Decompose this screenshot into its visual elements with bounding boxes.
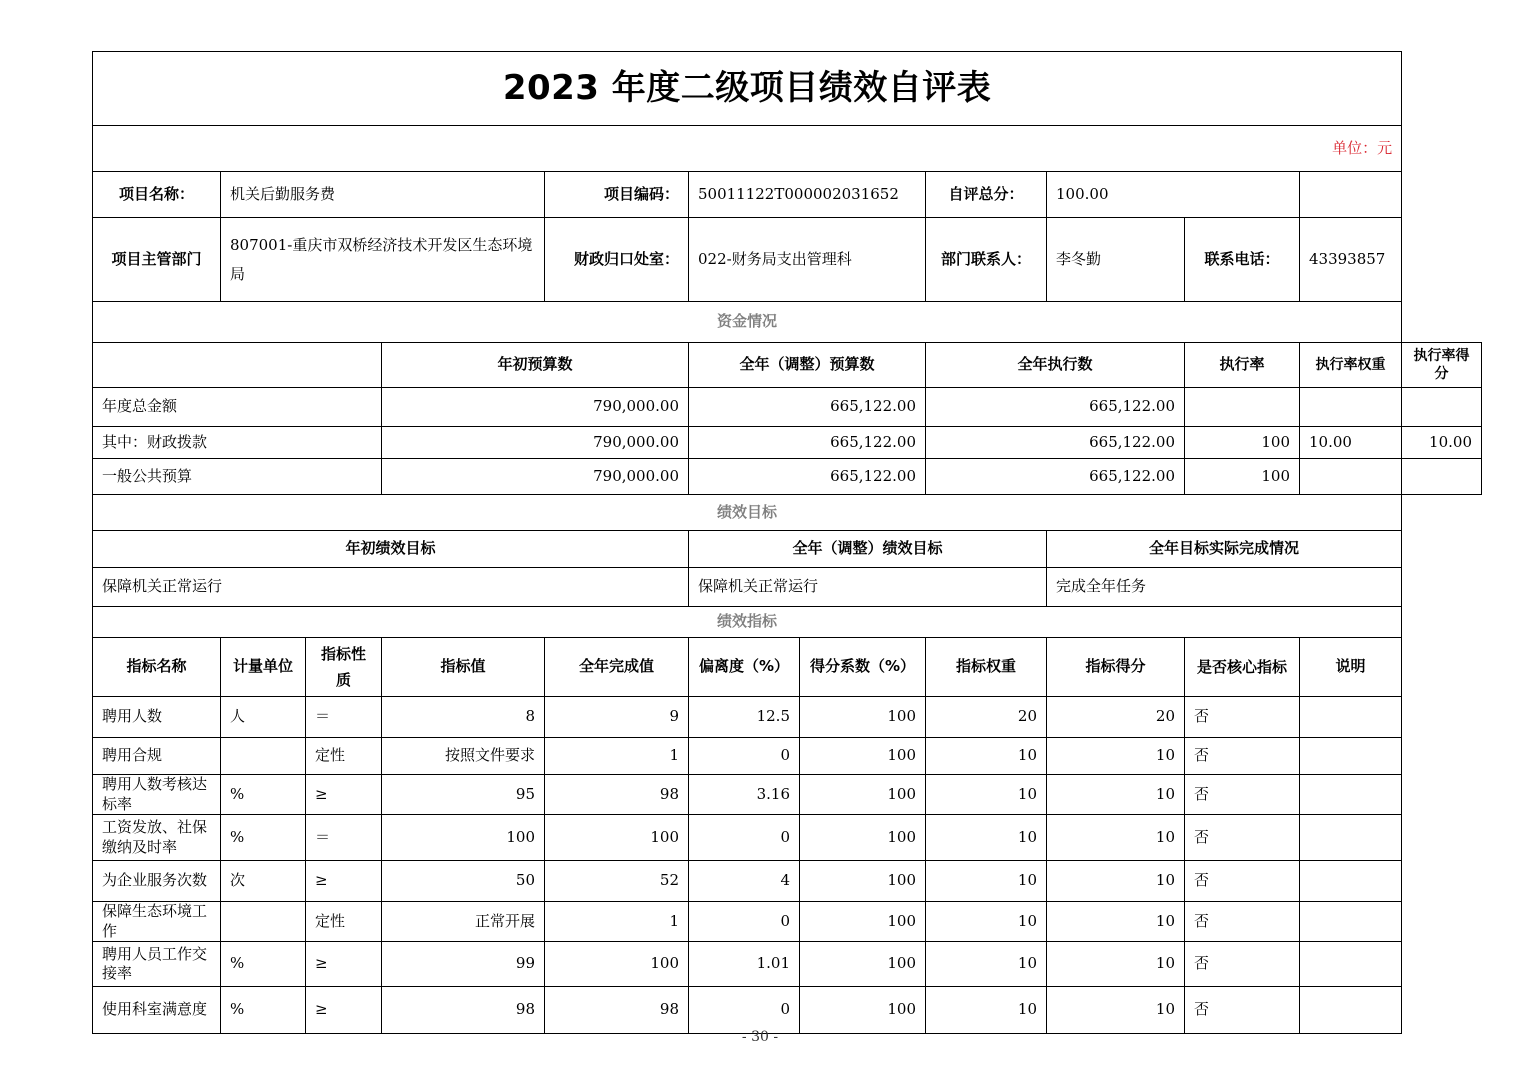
- indicator-rows: [93, 697, 1482, 1034]
- funds-section-title: 资金情况: [93, 302, 1402, 343]
- ind-row-core: 否: [1185, 987, 1300, 1034]
- ind-row-core: 否: [1185, 902, 1300, 942]
- ind-row-unit: %: [221, 987, 306, 1034]
- ind-row-name: 聘用合规: [93, 738, 221, 775]
- ind-row-note: [1300, 775, 1402, 815]
- funds-row-executed: 665,122.00: [926, 388, 1185, 427]
- funds-row-score: [1402, 459, 1482, 495]
- ind-row-note: [1300, 987, 1402, 1034]
- table-row: [93, 815, 1482, 861]
- ind-row-coef: 100: [800, 775, 926, 815]
- ind-row-weight: 10: [926, 861, 1047, 902]
- ind-row-note: [1300, 942, 1402, 987]
- ind-row-deviation: 0: [689, 738, 800, 775]
- ind-row-coef: 100: [800, 942, 926, 987]
- ind-row-score: 10: [1047, 738, 1185, 775]
- ind-row-coef: 100: [800, 697, 926, 738]
- funds-row-rate: 100: [1185, 459, 1300, 495]
- table-row: [93, 738, 1482, 775]
- table-row: [93, 427, 1482, 459]
- funds-row-adjusted: 665,122.00: [689, 427, 926, 459]
- performance-table: [92, 51, 1482, 1034]
- ind-row-unit: [221, 902, 306, 942]
- score-label: 自评总分：: [926, 172, 1047, 218]
- funds-header-blank: [93, 343, 382, 388]
- goals-actual: 完成全年任务: [1047, 568, 1402, 607]
- office-value: 022-财务局支出管理科: [689, 218, 926, 302]
- ind-row-actual: 1: [545, 738, 689, 775]
- goals-header-initial: 年初绩效目标: [93, 531, 689, 568]
- ind-row-unit: %: [221, 815, 306, 861]
- funds-row-adjusted: 665,122.00: [689, 388, 926, 427]
- table-row: [93, 775, 1482, 815]
- contact-label: 部门联系人：: [926, 218, 1047, 302]
- ind-row-nature: 定性: [306, 738, 382, 775]
- ind-row-note: [1300, 697, 1402, 738]
- ind-row-nature: ＝: [306, 815, 382, 861]
- ind-row-target: 按照文件要求: [382, 738, 545, 775]
- ind-row-deviation: 3.16: [689, 775, 800, 815]
- ind-row-deviation: 0: [689, 987, 800, 1034]
- ind-row-note: [1300, 861, 1402, 902]
- ind-header-actual: 全年完成值: [545, 638, 689, 697]
- funds-row-adjusted: 665,122.00: [689, 459, 926, 495]
- project-code: 50011122T000002031652: [689, 172, 926, 218]
- funds-header-executed: 全年执行数: [926, 343, 1185, 388]
- ind-row-coef: 100: [800, 815, 926, 861]
- ind-row-score: 10: [1047, 775, 1185, 815]
- ind-row-unit: [221, 738, 306, 775]
- ind-header-unit: 计量单位: [221, 638, 306, 697]
- ind-row-unit: %: [221, 942, 306, 987]
- score-value: 100.00: [1047, 172, 1300, 218]
- funds-header-budget: 年初预算数: [382, 343, 689, 388]
- ind-row-target: 95: [382, 775, 545, 815]
- goals-adjusted: 保障机关正常运行: [689, 568, 1047, 607]
- ind-row-core: 否: [1185, 738, 1300, 775]
- ind-header-note: 说明: [1300, 638, 1402, 697]
- ind-row-target: 100: [382, 815, 545, 861]
- ind-row-actual: 9: [545, 697, 689, 738]
- funds-row-budget: 790,000.00: [382, 459, 689, 495]
- ind-header-core: 是否核心指标: [1185, 638, 1300, 697]
- funds-row-name: 一般公共预算: [93, 459, 382, 495]
- ind-row-score: 10: [1047, 987, 1185, 1034]
- ind-row-nature: ≥: [306, 861, 382, 902]
- ind-row-actual: 98: [545, 987, 689, 1034]
- ind-row-actual: 1: [545, 902, 689, 942]
- ind-row-unit: %: [221, 775, 306, 815]
- ind-row-weight: 10: [926, 902, 1047, 942]
- table-row: [93, 388, 1482, 427]
- ind-header-name: 指标名称: [93, 638, 221, 697]
- ind-row-note: [1300, 902, 1402, 942]
- funds-row-score: 10.00: [1402, 427, 1482, 459]
- ind-row-target: 99: [382, 942, 545, 987]
- ind-row-deviation: 0: [689, 902, 800, 942]
- ind-row-actual: 52: [545, 861, 689, 902]
- ind-row-unit: 人: [221, 697, 306, 738]
- ind-row-nature: ＝: [306, 697, 382, 738]
- ind-row-coef: 100: [800, 902, 926, 942]
- ind-row-weight: 10: [926, 815, 1047, 861]
- funds-header-weight: 执行率权重: [1300, 343, 1402, 388]
- table-row: [93, 697, 1482, 738]
- ind-row-note: [1300, 815, 1402, 861]
- ind-row-score: 10: [1047, 902, 1185, 942]
- ind-header-weight: 指标权重: [926, 638, 1047, 697]
- ind-header-deviation: 偏离度（%）: [689, 638, 800, 697]
- empty-cell: [1300, 172, 1402, 218]
- indicators-section-title: 绩效指标: [93, 607, 1402, 638]
- ind-row-coef: 100: [800, 987, 926, 1034]
- unit-label: 单位：元: [93, 126, 1402, 172]
- table-row: [93, 902, 1482, 942]
- ind-row-name: 为企业服务次数: [93, 861, 221, 902]
- office-label: 财政归口处室：: [545, 218, 689, 302]
- project-code-label: 项目编码：: [545, 172, 689, 218]
- phone-label: 联系电话：: [1185, 218, 1300, 302]
- ind-row-nature: ≥: [306, 987, 382, 1034]
- funds-row-executed: 665,122.00: [926, 427, 1185, 459]
- funds-row-score: [1402, 388, 1482, 427]
- funds-header-score: 执行率得分: [1402, 343, 1482, 388]
- ind-row-name: 聘用人数考核达标率: [93, 775, 221, 815]
- ind-row-deviation: 4: [689, 861, 800, 902]
- ind-header-score: 指标得分: [1047, 638, 1185, 697]
- page-title: 2023 年度二级项目绩效自评表: [93, 52, 1402, 126]
- ind-row-coef: 100: [800, 861, 926, 902]
- project-name-label: 项目名称：: [93, 172, 221, 218]
- page-number: - 30 -: [741, 1029, 779, 1045]
- ind-row-core: 否: [1185, 697, 1300, 738]
- funds-row-budget: 790,000.00: [382, 427, 689, 459]
- ind-row-name: 聘用人数: [93, 697, 221, 738]
- ind-row-coef: 100: [800, 738, 926, 775]
- funds-row-rate: [1185, 388, 1300, 427]
- funds-row-weight: 10.00: [1300, 427, 1402, 459]
- ind-row-target: 8: [382, 697, 545, 738]
- ind-row-target: 50: [382, 861, 545, 902]
- ind-row-core: 否: [1185, 775, 1300, 815]
- funds-row-weight: [1300, 459, 1402, 495]
- ind-row-core: 否: [1185, 815, 1300, 861]
- table-row: [93, 942, 1482, 987]
- dept-label: 项目主管部门: [93, 218, 221, 302]
- ind-row-target: 正常开展: [382, 902, 545, 942]
- ind-header-target: 指标值: [382, 638, 545, 697]
- funds-row-budget: 790,000.00: [382, 388, 689, 427]
- table-row: [93, 987, 1482, 1034]
- ind-row-deviation: 1.01: [689, 942, 800, 987]
- ind-row-nature: 定性: [306, 902, 382, 942]
- funds-row-name: 其中：财政拨款: [93, 427, 382, 459]
- ind-row-core: 否: [1185, 942, 1300, 987]
- goals-header-adjusted: 全年（调整）绩效目标: [689, 531, 1047, 568]
- goals-header-actual: 全年目标实际完成情况: [1047, 531, 1402, 568]
- funds-row-rate: 100: [1185, 427, 1300, 459]
- ind-row-unit: 次: [221, 861, 306, 902]
- ind-row-actual: 100: [545, 942, 689, 987]
- ind-row-nature: ≥: [306, 775, 382, 815]
- dept-value: 807001-重庆市双桥经济技术开发区生态环境局: [221, 218, 545, 302]
- ind-row-score: 10: [1047, 815, 1185, 861]
- ind-row-target: 98: [382, 987, 545, 1034]
- funds-header-rate: 执行率: [1185, 343, 1300, 388]
- ind-row-note: [1300, 738, 1402, 775]
- ind-row-name: 工资发放、社保缴纳及时率: [93, 815, 221, 861]
- ind-row-actual: 98: [545, 775, 689, 815]
- funds-header-adjusted: 全年（调整）预算数: [689, 343, 926, 388]
- phone-value: 43393857: [1300, 218, 1402, 302]
- ind-row-weight: 10: [926, 942, 1047, 987]
- table-row: [93, 459, 1482, 495]
- ind-row-name: 聘用人员工作交接率: [93, 942, 221, 987]
- ind-row-weight: 10: [926, 775, 1047, 815]
- ind-row-actual: 100: [545, 815, 689, 861]
- ind-row-nature: ≥: [306, 942, 382, 987]
- ind-row-weight: 10: [926, 738, 1047, 775]
- ind-row-core: 否: [1185, 861, 1300, 902]
- ind-header-nature: 指标性质: [306, 638, 382, 697]
- ind-row-score: 20: [1047, 697, 1185, 738]
- ind-row-name: 使用科室满意度: [93, 987, 221, 1034]
- goals-section-title: 绩效目标: [93, 495, 1402, 531]
- ind-row-score: 10: [1047, 942, 1185, 987]
- contact-value: 李冬勤: [1047, 218, 1185, 302]
- table-row: [93, 861, 1482, 902]
- project-name: 机关后勤服务费: [221, 172, 545, 218]
- ind-row-deviation: 0: [689, 815, 800, 861]
- ind-row-weight: 10: [926, 987, 1047, 1034]
- goals-initial: 保障机关正常运行: [93, 568, 689, 607]
- funds-row-name: 年度总金额: [93, 388, 382, 427]
- ind-row-deviation: 12.5: [689, 697, 800, 738]
- ind-header-coef: 得分系数（%）: [800, 638, 926, 697]
- funds-row-executed: 665,122.00: [926, 459, 1185, 495]
- ind-row-weight: 20: [926, 697, 1047, 738]
- ind-row-name: 保障生态环境工作: [93, 902, 221, 942]
- ind-row-score: 10: [1047, 861, 1185, 902]
- funds-row-weight: [1300, 388, 1402, 427]
